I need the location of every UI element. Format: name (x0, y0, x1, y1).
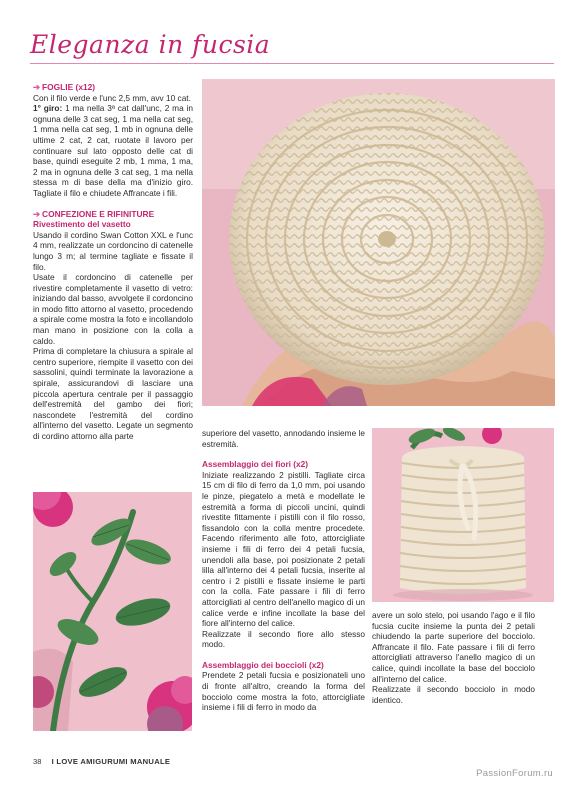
photo-flower-stem (33, 492, 192, 731)
boccioli-paragraph-1: Prendete 2 petali fucsia e posizionateli uno di fronte all'altro, creando la forma del bocciolo come mostra la foto, attorcigliate insieme i fili di ferro in modo da (202, 670, 365, 713)
giro-paragraph: 1° giro: 1 ma nella 3ª cat dall'unc, 2 ma in ognuna delle 3 cat seg, 1 ma nella cat seg, 1 mma nella cat seg, 1 mb in ognuna delle ultime 2 cat, 2 cat, ruotate il lavoro per continuare sul lato opposto delle cat di base, quindi eseguite 2 mb, 1 mma, 1 ma, 2 ma in ognuna delle 3 cat seg, 1 ma nella stessa m di base della ma d'inizio giro. Tagliate il filo e chiudete Affrancate i fili. (33, 103, 193, 198)
foglie-intro: Con il filo verde e l'unc 2,5 mm, avv 10 cat. (33, 92, 191, 103)
arrow-icon: ➔ (33, 208, 41, 219)
fiori-paragraph-1: Iniziate realizzando 2 pistilli. Tagliate circa 15 cm di filo di ferro da 1,0 mm, poi usando le pinze, piegatelo a metà e modellate le estremità a forma di piccoli uncini, quindi rivestite fittamente i pistilli con il filo rosso, fissandolo con la colla mentre procedete. Facendo riferimento alle foto, attorcigliate insieme i fili di ferro dei 4 petali fucsia, unendoli alla base, poi posizionate 2 petali lilla all'interno dei 4 petali fucsia, inserite al centro i 2 pistilli e fissate insieme le parti con la colla. Fate passare i fili di ferro attorcigliati al centro dell'anello magico di un calice verde e infine incollate la base del fiore all'interno del calice. (202, 469, 365, 629)
photo-crocheted-lid (202, 79, 555, 406)
page-footer (33, 757, 170, 766)
rivestimento-paragraph-3: Prima di completare la chiusura a spirale al centro superiore, riempite il vasetto con dei sassolini, quindi terminate la lavorazione a spirale, assicurandovi di lasciare una piccola apertura centrale per il passaggio dell'estremità del gambo dei fiori; nascondete l'estremità del cordino all'interno del vasetto. Legate un segmento di cordino attorno alla parte (33, 346, 193, 441)
crocheted-lid-illustration (202, 79, 555, 406)
confezione-heading: ➔ CONFEZIONE E RIFINITURE (33, 208, 155, 219)
boccioli-heading: Assemblaggio dei boccioli (x2) (202, 659, 324, 670)
title-rule (30, 63, 554, 64)
right-continuation: avere un solo stelo, poi usando l'ago e il filo fucsia cucite insieme la punta dei 2 petali chiudendo la parte superiore del bocciolo. Affrancate il filo. Fate passare i fili di ferro attorcigliati attraverso l'anello magico di un calice, quindi incollate la base del bocciolo all'interno del calice. (372, 610, 535, 684)
foglie-heading: ➔ FOGLIE (x12) (33, 82, 96, 92)
flower-stem-illustration (33, 492, 192, 731)
middle-text-column (202, 428, 365, 713)
fiori-heading: Assemblaggio dei fiori (x2) (202, 459, 309, 470)
rivestimento-paragraph-2: Usate il cordoncino di catenelle per rivestire completamente il vasetto di vetro: iniziando dal basso, avvolgete il cordoncino in modo fitto attorno al vasetto, procedendo a spirale come mostra la foto e incollandolo man mano in posizione con la colla a caldo. (33, 272, 193, 346)
rivestimento-heading: Rivestimento del vasetto (33, 219, 131, 230)
wrapped-pot-illustration (372, 428, 554, 602)
page-title: Eleganza in fucsia (30, 30, 271, 59)
left-text-column (33, 82, 193, 442)
page-number: 38 (33, 757, 42, 766)
fiori-paragraph-2: Realizzate il secondo fiore allo stesso modo. (202, 628, 365, 650)
rivestimento-paragraph-1: Usando il cordino Swan Cotton XXL e l'unc 4 mm, realizzate un cordoncino di catenelle lungo 3 m; al termine tagliate e fissate il filo. (33, 229, 193, 272)
arrow-icon: ➔ (33, 82, 41, 92)
publication-name: I LOVE AMIGURUMI MANUALE (51, 757, 171, 766)
watermark: PassionForum.ru (476, 768, 553, 779)
right-text-column (372, 610, 535, 705)
middle-continuation: superiore del vasetto, annodando insieme le estremità. (202, 428, 365, 449)
photo-wrapped-pot (372, 428, 554, 602)
right-closing: Realizzate il secondo bocciolo in modo identico. (372, 684, 535, 705)
